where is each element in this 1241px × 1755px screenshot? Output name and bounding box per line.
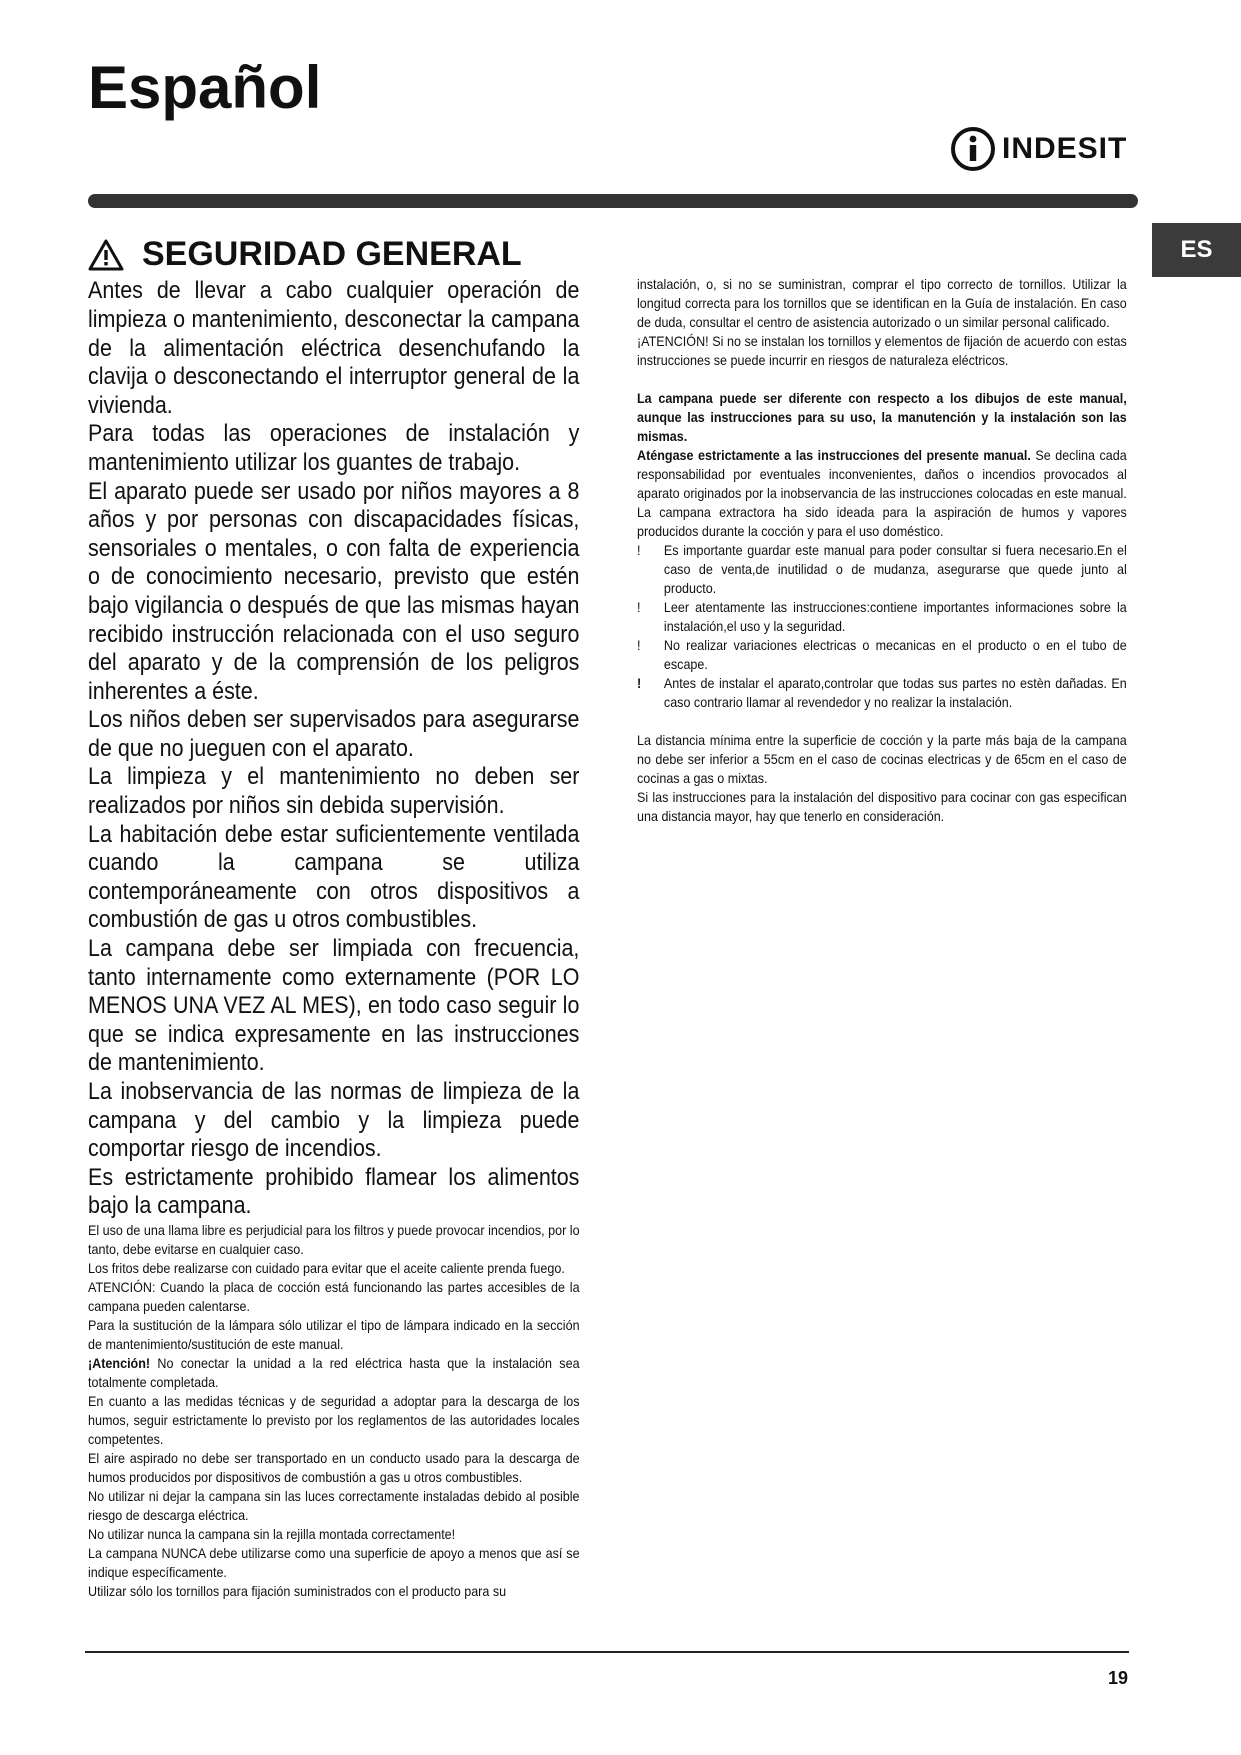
paragraph: El aparato puede ser usado por niños mayores a 8 años y por personas con discapacidades físicas, sensoriales o mentales, o con falta de experiencia o de conocimiento necesario, previsto que estén bajo vigilancia o después de que las mismas hayan recibido instrucción relacionada con el uso seguro del aparato y de la comprensión de los peligros inherentes a éste. (88, 478, 580, 705)
right-column-text (637, 275, 1127, 826)
attention-paragraph (88, 1354, 580, 1392)
paragraph: Utilizar sólo los tornillos para fijación suministrados con el producto para su (88, 1582, 507, 1599)
top-divider (88, 194, 1138, 208)
paragraph: La limpieza y el mantenimiento no deben ser realizados por niños sin debida supervisión. (88, 764, 580, 820)
paragraph: Es estrictamente prohibido flamear los alimentos bajo la campana. (88, 1164, 580, 1220)
list-item-text: Leer atentamente las instrucciones:contiene importantes informaciones sobre la instalación,el uso y la seguridad. (663, 599, 1127, 634)
page-number: 19 (1107, 1668, 1128, 1688)
list-item (637, 598, 1127, 636)
paragraph: No utilizar nunca la campana sin la rejilla montada correctamente! (88, 1525, 456, 1542)
section-heading-text: SEGURIDAD GENERAL (142, 235, 522, 273)
paragraph: La habitación debe estar suficientemente ventilada cuando la campana se utiliza contemporáneamente con otros dispositivos a combustión de gas u otros combustibles. (88, 821, 580, 934)
indesit-logo-icon (950, 126, 996, 172)
list-item-text: Es importante guardar este manual para poder consultar si fuera necesario.En el caso de venta,de inutilidad o de mudanza, asegurarse que quede junto al producto. (663, 542, 1127, 596)
bottom-divider (85, 1651, 1129, 1653)
bold-notice (637, 389, 1127, 446)
paragraph: Para la sustitución de la lámpara sólo utilizar el tipo de lámpara indicado en la sección de mantenimiento/sustitución de este manual. (88, 1316, 580, 1352)
list-item (637, 541, 1127, 598)
bold-notice-text: La campana puede ser diferente con respecto a los dibujos de este manual, aunque las instrucciones para su uso, la manutención y la instalación son las mismas. (637, 390, 1127, 444)
paragraph: La campana debe ser limpiada con frecuencia, tanto internamente como externamente (POR LO MENOS UNA VEZ AL MES), en todo caso seguir lo que se indica expresamente en las instrucciones de mantenimiento. (88, 936, 580, 1077)
attention-text: No conectar la unidad a la red eléctrica hasta que la instalación sea totalmente completada. (88, 1354, 580, 1390)
paragraph: Para todas las operaciones de instalación y mantenimiento utilizar los guantes de trabajo. (88, 421, 580, 476)
paragraph: Los fritos debe realizarse con cuidado para evitar que el aceite caliente prenda fuego. (88, 1259, 565, 1276)
paragraph: El uso de una llama libre es perjudicial para los filtros y puede provocar incendios, por lo tanto, debe evitarse en cualquier caso. (88, 1221, 580, 1257)
secondary-safety-text (88, 1221, 580, 1601)
paragraph: La inobservancia de las normas de limpieza de la campana y del cambio y la limpieza puede comportar riesgo de incendios. (88, 1079, 580, 1163)
list-item-text: Antes de instalar el aparato,controlar que todas sus partes no estèn dañadas. En caso contrario llamar al revendedor y no realizar la instalación. (663, 675, 1127, 710)
left-column (88, 236, 580, 1601)
bullet-mark: ! (637, 542, 641, 558)
paragraph: En cuanto a las medidas técnicas y de seguridad a adoptar para la descarga de los humos, seguir estrictamente lo previsto por los reglamentos de las autoridades locales competentes. (88, 1392, 580, 1447)
paragraph: La campana NUNCA debe utilizarse como una superficie de apoyo a menos que así se indique específicamente. (88, 1544, 580, 1580)
section-heading (88, 236, 580, 273)
main-safety-text (88, 277, 579, 1221)
paragraph: Los niños deben ser supervisados para asegurarse de que no jueguen con el aparato. (88, 707, 580, 762)
page-title: Español (88, 54, 322, 121)
paragraph: ATENCIÓN: Cuando la placa de cocción está funcionando las partes accesibles de la campana pueden calentarse. (88, 1278, 580, 1314)
paragraph: El aire aspirado no debe ser transportado en un conducto usado para la descarga de humos producidos por dispositivos de combustión a gas u otros combustibles. (88, 1449, 580, 1485)
warning-triangle-icon (88, 239, 124, 271)
bullet-mark: ! (637, 599, 641, 615)
paragraph: instalación, o, si no se suministran, comprar el tipo correcto de tornillos. Utilizar la longitud correcta para los tornillos que se identifican en la Guía de instalación. En caso de duda, consultar el centro de asistencia autorizado o un similar personal calificado. (637, 276, 1127, 330)
strict-paragraph (637, 446, 1127, 541)
strict-text: Se declina cada responsabilidad por eventuales inconvenientes, daños o incendios provocados al aparato originados por la inobservancia de las instrucciones colocadas en este manual. La campana extractora ha sido ideada para la aspiración de humos y vapores producidos durante la cocción y para el uso doméstico. (637, 447, 1127, 539)
paragraph: No utilizar ni dejar la campana sin las luces correctamente instaladas debido al posible riesgo de descarga eléctrica. (88, 1487, 580, 1523)
brand-name: INDESIT (1002, 132, 1128, 165)
distance-paragraph: La distancia mínima entre la superficie de cocción y la parte más baja de la campana no debe ser inferior a 55cm en el caso de cocinas electricas y de 65cm en el caso de cocinas a gas o mixtas. (637, 732, 1127, 786)
paragraph: Antes de llevar a cabo cualquier operación de limpieza o mantenimiento, desconectar la campana de la alimentación eléctrica desenchufando la clavija o desconectando el interruptor general de la vivienda. (88, 278, 580, 419)
brand-logo (950, 124, 1130, 174)
bullet-mark: ! (637, 637, 641, 653)
list-item (637, 674, 1127, 712)
language-tab: ES (1152, 223, 1241, 277)
strict-label: Aténgase estrictamente a las instrucciones del presente manual. (637, 447, 1031, 463)
warning-paragraph: ¡ATENCIÓN! Si no se instalan los tornillos y elementos de fijación de acuerdo con estas instrucciones se puede incurrir en riesgos de naturaleza eléctricos. (637, 333, 1127, 368)
bullet-list (637, 541, 1127, 712)
attention-label: ¡Atención! (88, 1354, 151, 1371)
bullet-mark: ! (637, 675, 642, 691)
distance-note: Si las instrucciones para la instalación del dispositivo para cocinar con gas especifican una distancia mayor, hay que tenerlo en consideración. (637, 789, 1127, 824)
right-column (637, 275, 1127, 826)
list-item-text: No realizar variaciones electricas o mecanicas en el producto o en el tubo de escape. (663, 637, 1127, 672)
list-item (637, 636, 1127, 674)
